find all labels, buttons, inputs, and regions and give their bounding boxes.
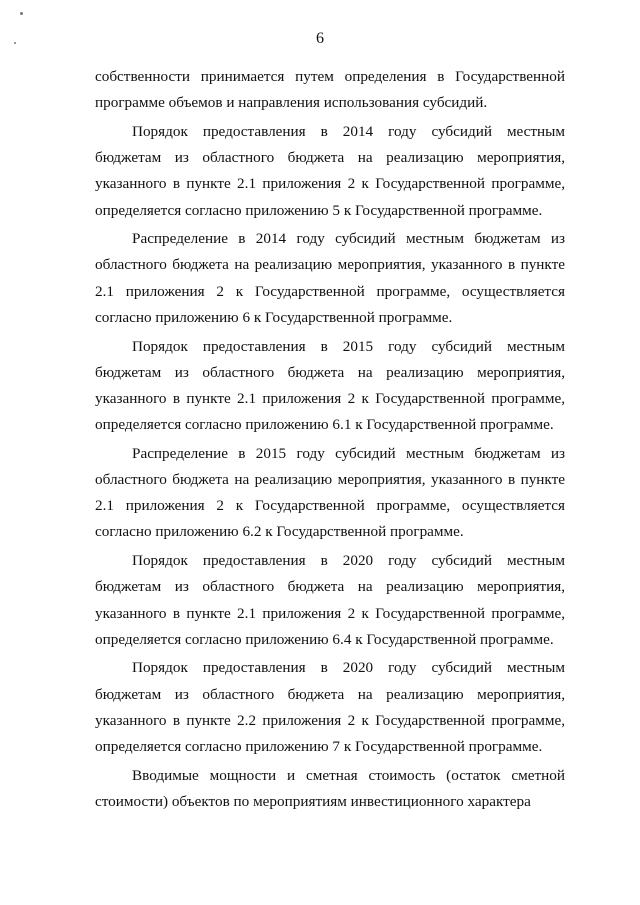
paragraph: Порядок предоставления в 2015 году субсидий местным бюджетам из областного бюджета на реализацию мероприятия, указанного в пункте 2.1 приложения 2 к Государственной программе, определяется согласно приложению 6.1 к Государственной программе. — [95, 337, 565, 434]
paragraph: Порядок предоставления в 2020 году субсидий местным бюджетам из областного бюджета на реализацию мероприятия, указанного в пункте 2.1 приложения 2 к Государственной программе, определяется согласно приложению 6.4 к Государственной программе. — [95, 552, 565, 648]
paragraph-continuation: собственности принимается путем определения в Государственной программе объемов и направления использования субсидий. — [95, 68, 565, 112]
paragraph: Вводимые мощности и сметная стоимость (остаток сметной стоимости) объектов по мероприятиям инвестиционного характера — [95, 766, 565, 810]
scan-speck — [20, 12, 23, 15]
body-text — [95, 64, 565, 815]
paragraph: Распределение в 2014 году субсидий местным бюджетам из областного бюджета на реализацию мероприятия, указанного в пункте 2.1 приложения 2 к Государственной программе, осуществляется согласно приложению 6 к Государственной программе. — [95, 230, 565, 326]
paragraph: Распределение в 2015 году субсидий местным бюджетам из областного бюджета на реализацию мероприятия, указанного в пункте 2.1 приложения 2 к Государственной программе, осуществляется согласно приложению 6.2 к Государственной программе. — [95, 444, 565, 541]
page-number: 6 — [316, 30, 324, 47]
paragraph: Порядок предоставления в 2020 году субсидий местным бюджетам из областного бюджета на реализацию мероприятия, указанного в пункте 2.2 приложения 2 к Государственной программе, определяется согласно приложению 7 к Государственной программе. — [95, 659, 565, 756]
paragraph: Порядок предоставления в 2014 году субсидий местным бюджетам из областного бюджета на реализацию мероприятия, указанного в пункте 2.1 приложения 2 к Государственной программе, определяется согласно приложению 5 к Государственной программе. — [95, 122, 565, 219]
